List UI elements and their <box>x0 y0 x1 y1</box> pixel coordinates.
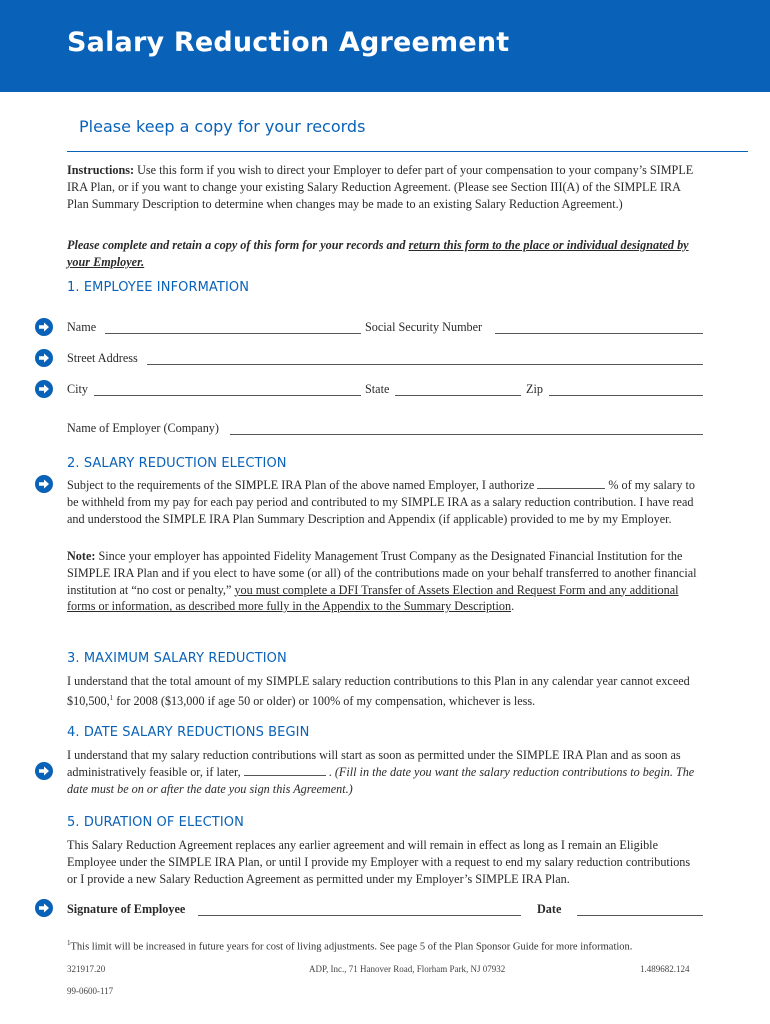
zip-label: Zip <box>526 382 543 396</box>
header-banner <box>0 0 770 92</box>
ssn-label: Social Security Number <box>365 320 483 334</box>
maximum-text-b: for 2008 ($13,000 if age 50 or older) or 100% of my compensation, whichever is less. <box>113 693 536 708</box>
divider <box>67 151 748 152</box>
page-title: Salary Reduction Agreement <box>67 27 510 58</box>
street-row <box>67 351 703 369</box>
arrow-right-circle-icon <box>35 475 53 493</box>
city-label: City <box>67 382 88 396</box>
street-label: Street Address <box>67 351 138 365</box>
street-field[interactable] <box>147 364 703 365</box>
footnote-number: 1 <box>67 939 71 947</box>
note-part2: return this form to the place or individual designated by your Employer. <box>67 238 689 269</box>
form-code-right: 1.489682.124 <box>640 964 690 974</box>
start-date-field[interactable] <box>244 764 326 776</box>
percent-field[interactable] <box>537 477 605 489</box>
signature-field[interactable] <box>198 915 521 916</box>
footnote <box>67 939 632 953</box>
section5-heading: 5. DURATION OF ELECTION <box>67 815 244 830</box>
note-text: Since your employer has appointed Fidelity Management Trust Company as the Designated Financial Institution for the SIMPLE IRA Plan and if you elect to have some (or all) of the contributions made on your behalf transferred to another financial institution at “no cost or penalty,” <box>67 549 697 597</box>
dfi-transfer-link[interactable]: you must complete a DFI Transfer of Assets Election and Request Form and any additional forms or information, as described more fully in the Appendix to the Summary Description <box>67 582 679 614</box>
instructions-label: Instructions: <box>67 163 135 177</box>
duration-paragraph: This Salary Reduction Agreement replaces any earlier agreement and will remain in effect as long as I remain an Eligible Employee under the SIMPLE IRA Plan, or until I provide my Employer with a request to end my salary reduction contributions or I provide a new Salary Reduction Agreement as permitted under my Employer’s SIMPLE IRA Plan. <box>67 838 691 886</box>
begin-text-b: . <box>325 764 335 779</box>
name-ssn-row <box>67 320 703 338</box>
zip-field[interactable] <box>549 395 703 396</box>
election-paragraph <box>67 477 703 527</box>
form-code-bottom: 99-0600-117 <box>67 986 114 996</box>
name-field[interactable] <box>105 333 361 334</box>
form-code-left: 321917.20 <box>67 964 106 974</box>
footnote-text: This limit will be increased in future years for cost of living adjustments. See page 5 of the Plan Sponsor Guide for more information. <box>70 941 633 953</box>
employer-row <box>67 421 703 439</box>
arrow-right-circle-icon <box>35 899 53 917</box>
date-field[interactable] <box>577 915 703 916</box>
election-text-a: Subject to the requirements of the SIMPLE IRA Plan of the above named Employer, I authorize <box>67 478 538 492</box>
instructions-paragraph <box>67 162 703 212</box>
note-part1: Please complete and retain a copy of this form for your records and <box>67 238 409 252</box>
arrow-right-circle-icon <box>35 349 53 367</box>
employer-field[interactable] <box>230 434 703 435</box>
section1-heading: 1. EMPLOYEE INFORMATION <box>67 280 250 295</box>
arrow-right-circle-icon <box>35 762 53 780</box>
section3-heading: 3. MAXIMUM SALARY REDUCTION <box>67 651 287 666</box>
election-text-b: % of my salary to be withheld from my pay for each pay period and contributed to my SIMPLE IRA as a salary reduction contribution. I have read and understood the SIMPLE IRA Plan Summary Description and Appendix (if applicable) provided to me by my Employer. <box>67 478 696 526</box>
city-state-zip-row <box>67 382 703 400</box>
note-end: . <box>511 599 515 614</box>
begin-paragraph <box>67 747 703 797</box>
instructions-note <box>67 237 707 271</box>
state-field[interactable] <box>395 395 521 396</box>
employer-label: Name of Employer (Company) <box>67 421 219 435</box>
note-paragraph <box>67 548 703 615</box>
maximum-paragraph <box>67 673 703 710</box>
subtitle: Please keep a copy for your records <box>79 117 366 136</box>
state-label: State <box>365 382 390 396</box>
begin-instruction: (Fill in the date you want the salary reduction contributions to begin. The date must be on or after the date you sign this Agreement.) <box>67 764 695 796</box>
signature-label: Signature of Employee <box>67 902 186 916</box>
footer-address: ADP, Inc., 71 Hanover Road, Florham Park, NJ 07932 <box>309 964 506 974</box>
instructions-text: Use this form if you wish to direct your Employer to defer part of your compensation to your company’s SIMPLE IRA Plan, or if you want to change your existing Salary Reduction Agreement. (Please see Section III(A) of the SIMPLE IRA Plan Summary Description to determine when changes may be made to an existing Salary Reduction Agreement.) <box>67 163 694 211</box>
date-label: Date <box>537 902 562 916</box>
footnote-marker: 1 <box>109 693 114 702</box>
section2-heading: 2. SALARY REDUCTION ELECTION <box>67 456 287 471</box>
ssn-field[interactable] <box>495 333 703 334</box>
begin-text-a: I understand that my salary reduction contributions will start as soon as permitted under the SIMPLE IRA Plan and as soon as administratively feasible or, if later, <box>67 748 681 779</box>
city-field[interactable] <box>94 395 361 396</box>
signature-row <box>67 902 703 920</box>
maximum-text-a: I understand that the total amount of my SIMPLE salary reduction contributions to this Plan in any calendar year cannot exceed $10,500, <box>67 674 690 708</box>
arrow-right-circle-icon <box>35 318 53 336</box>
section4-heading: 4. DATE SALARY REDUCTIONS BEGIN <box>67 725 310 740</box>
name-label: Name <box>67 320 97 334</box>
arrow-right-circle-icon <box>35 380 53 398</box>
note-label: Note: <box>67 549 96 563</box>
